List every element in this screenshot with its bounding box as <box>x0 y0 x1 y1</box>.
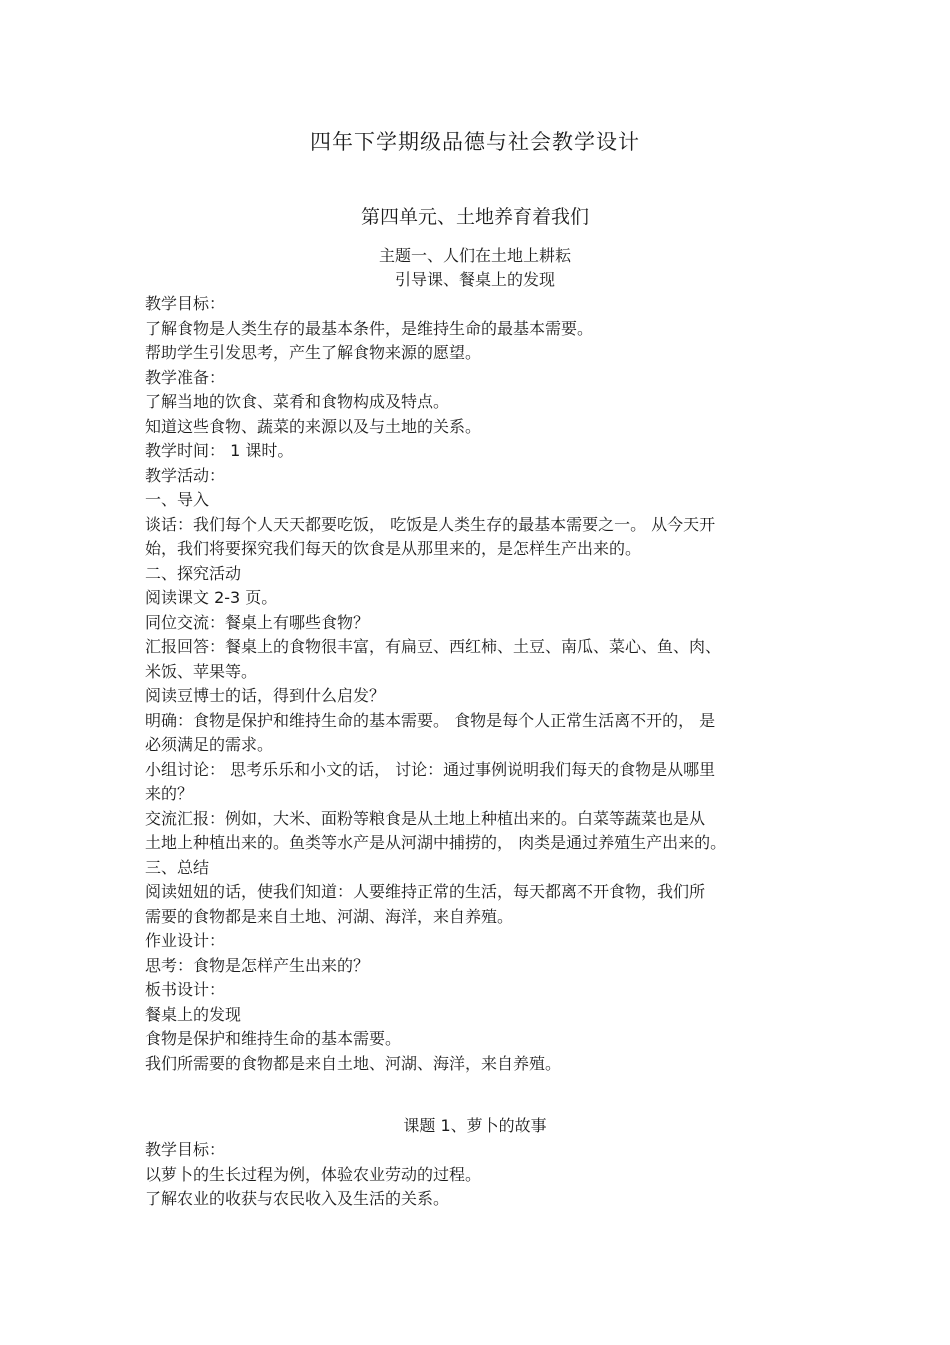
text-line: 思考：食物是怎样产生出来的？ <box>145 955 370 975</box>
unit-title: 第四单元、土地养育着我们 <box>360 206 589 228</box>
text-line: 食物是保护和维持生命的基本需要。 <box>145 1029 402 1048</box>
text-line: 必须满足的需求。 <box>145 735 274 754</box>
text-line: 交流汇报：例如，大米、面粉等粮食是从土地上种植出来的。白菜等蔬菜也是从 <box>145 808 706 828</box>
lesson-title: 引导课、餐桌上的发现 <box>394 270 555 289</box>
text-line: 汇报回答：餐桌上的食物很丰富，有扁豆、西红柿、土豆、南瓜、菜心、鱼、肉、 <box>145 637 722 656</box>
text-line: 了解食物是人类生存的最基本条件，是维持生命的最基本需要。 <box>145 318 594 338</box>
text-line: 土地上种植出来的。鱼类等水产是从河湖中捕捞的， 肉类是通过养殖生产出来的。 <box>145 833 727 852</box>
text-line: 谈话：我们每个人天天都要吃饭， 吃饭是人类生存的最基本需要之一。 从今天开 <box>145 514 716 534</box>
lesson2-title: 课题 1、萝卜的故事 <box>403 1116 547 1135</box>
text-line: 我们所需要的食物都是来自土地、河湖、海洋，来自养殖。 <box>145 1053 562 1073</box>
text-line: 同位交流：餐桌上有哪些食物？ <box>145 612 370 632</box>
text-line: 三、总结 <box>145 857 210 877</box>
text-line: 阅读豆博士的话，得到什么启发？ <box>145 686 386 705</box>
text-line: 教学活动： <box>145 465 226 485</box>
text-line: 一、导入 <box>145 490 210 509</box>
lesson-body <box>145 292 810 1076</box>
text-line: 了解农业的收获与农民收入及生活的关系。 <box>145 1189 450 1208</box>
text-line: 帮助学生引发思考，产生了解食物来源的愿望。 <box>145 343 482 362</box>
text-line: 教学目标： <box>145 1140 226 1159</box>
text-line: 教学准备： <box>145 367 226 387</box>
text-line: 小组讨论： 思考乐乐和小文的话， 讨论：通过事例说明我们每天的食物是从哪里 <box>145 759 716 779</box>
text-line: 了解当地的饮食、菜肴和食物构成及特点。 <box>145 392 450 411</box>
text-line: 作业设计： <box>145 931 226 950</box>
text-line: 米饭、苹果等。 <box>145 661 258 681</box>
lesson2-body <box>145 1138 810 1212</box>
text-line: 需要的食物都是来自土地、河湖、海洋，来自养殖。 <box>145 906 514 926</box>
text-line: 餐桌上的发现 <box>145 1004 242 1024</box>
text-line: 以萝卜的生长过程为例，体验农业劳动的过程。 <box>145 1164 482 1184</box>
text-line: 教学目标： <box>145 294 226 313</box>
text-line: 阅读课文 2-3 页。 <box>145 588 278 607</box>
text-line: 二、探究活动 <box>145 563 242 583</box>
text-line: 来的？ <box>145 784 194 803</box>
theme-title: 主题一、人们在土地上耕耘 <box>378 246 571 265</box>
text-line: 教学时间： 1 课时。 <box>145 441 294 460</box>
text-line: 明确：食物是保护和维持生命的基本需要。 食物是每个人正常生活离不开的， 是 <box>145 710 716 730</box>
document-title: 四年下学期级品德与社会教学设计 <box>310 130 640 154</box>
text-line: 始，我们将要探究我们每天的饮食是从那里来的，是怎样生产出来的。 <box>145 539 642 558</box>
text-line: 阅读妞妞的话，使我们知道：人要维持正常的生活，每天都离不开食物，我们所 <box>145 882 706 901</box>
text-line: 板书设计： <box>145 980 226 999</box>
text-line: 知道这些食物、蔬菜的来源以及与土地的关系。 <box>145 416 482 436</box>
